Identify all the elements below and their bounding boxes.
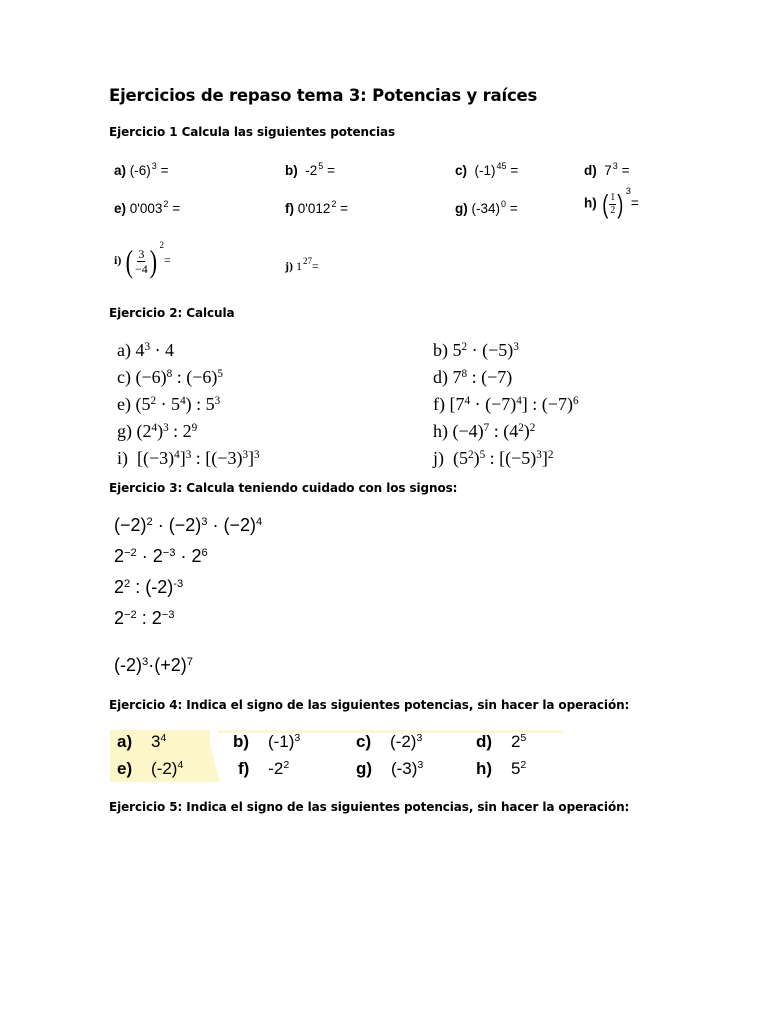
ex2-heading: Ejercicio 2: Calcula xyxy=(109,306,235,320)
ex1-item-b: b) $-2^5$ = xyxy=(285,161,335,178)
ex1-item-i: i) ( $\frac{3}{-4}$ ) $^2$= xyxy=(114,239,171,279)
ex1-item-c: c) $(-1)^{45}$ = xyxy=(455,161,519,178)
ex4-item-c: c) $(-2)^3$ xyxy=(356,732,423,751)
page-title: Ejercicios de repaso tema 3: Potencias y raíces xyxy=(109,86,538,105)
ex2-item-g: g) $(2^4)^3$ : $2^9$ xyxy=(117,421,198,441)
ex1-item-a: a) $(-6)^3$ = xyxy=(114,161,169,178)
ex3-heading: Ejercicio 3: Calcula teniendo cuidado con los signos: xyxy=(109,481,458,495)
ex1-item-f: f) $0'012^2$ = xyxy=(285,199,349,216)
ex4-item-e: e) $(-2)^4$ xyxy=(117,759,184,778)
ex1-item-j: j) $1^{27}=$ xyxy=(285,256,319,273)
ex2-item-f: f) $[7^4 \cdot (-7)^4]$ : $(-7)^6$ xyxy=(433,394,579,414)
ex1-item-d: d) $7^3$ = xyxy=(584,161,630,178)
ex2-item-e: e) $(5^2 \cdot 5^4)$ : $5^3$ xyxy=(117,394,221,414)
ex1-item-g: g) $(-34)^0$ = xyxy=(455,199,518,216)
ex3-item-3: $2^2$ : $(-2)^{-3}$ xyxy=(114,577,184,597)
ex4-item-g: g) $(-3)^3$ xyxy=(356,759,424,778)
ex2-item-i: i) $[(-3)^4]^3$ : $[(-3)^3]^3$ xyxy=(117,448,260,468)
ex2-item-b: b) $5^2 \cdot (-5)^3$ xyxy=(433,340,519,360)
ex4-item-a: a) $3^4$ xyxy=(117,732,167,751)
ex2-item-d: d) $7^8$ : (−7) xyxy=(433,367,513,387)
ex1-item-h: h) ( $\frac{1}{2}$ ) $^3$= xyxy=(584,185,639,219)
ex4-item-b: b) $(-1)^3$ xyxy=(233,732,301,751)
ex2-item-j: j) $(5^2)^5$ : $[(-5)^3]^2$ xyxy=(433,448,554,468)
ex1-item-e: e) $0'003^2$ = xyxy=(114,199,181,216)
ex4-highlight-edge xyxy=(200,730,220,782)
ex1-heading: Ejercicio 1 Calcula las siguientes potencias xyxy=(109,125,396,139)
ex2-item-a: a) $4^3 \cdot 4$ xyxy=(117,340,175,360)
ex4-item-f: f) $-2^2$ xyxy=(238,759,290,778)
ex2-item-c: c) $(-6)^8$ : $(-6)^5$ xyxy=(117,367,223,387)
ex4-item-d: d) $2^5$ xyxy=(476,732,527,751)
ex3-item-5: $(-2)^3\cdot(+2)^7$ xyxy=(114,655,193,675)
ex4-heading: Ejercicio 4: Indica el signo de las siguientes potencias, sin hacer la operación: xyxy=(109,698,630,712)
ex4-item-h: h) $5^2$ xyxy=(476,759,527,778)
ex5-heading: Ejercicio 5: Indica el signo de las siguientes potencias, sin hacer la operación: xyxy=(109,800,630,814)
ex3-item-4: $2^{-2}$ : $2^{-3}$ xyxy=(114,608,175,628)
ex3-item-2: $2^{-2} \cdot 2^{-3} \cdot 2^6$ xyxy=(114,546,208,566)
ex2-item-h: h) $(-4)^7$ : $(4^2)^2$ xyxy=(433,421,536,441)
ex3-item-1: $(-2)^2 \cdot (-2)^3 \cdot (-2)^4$ xyxy=(114,515,263,535)
